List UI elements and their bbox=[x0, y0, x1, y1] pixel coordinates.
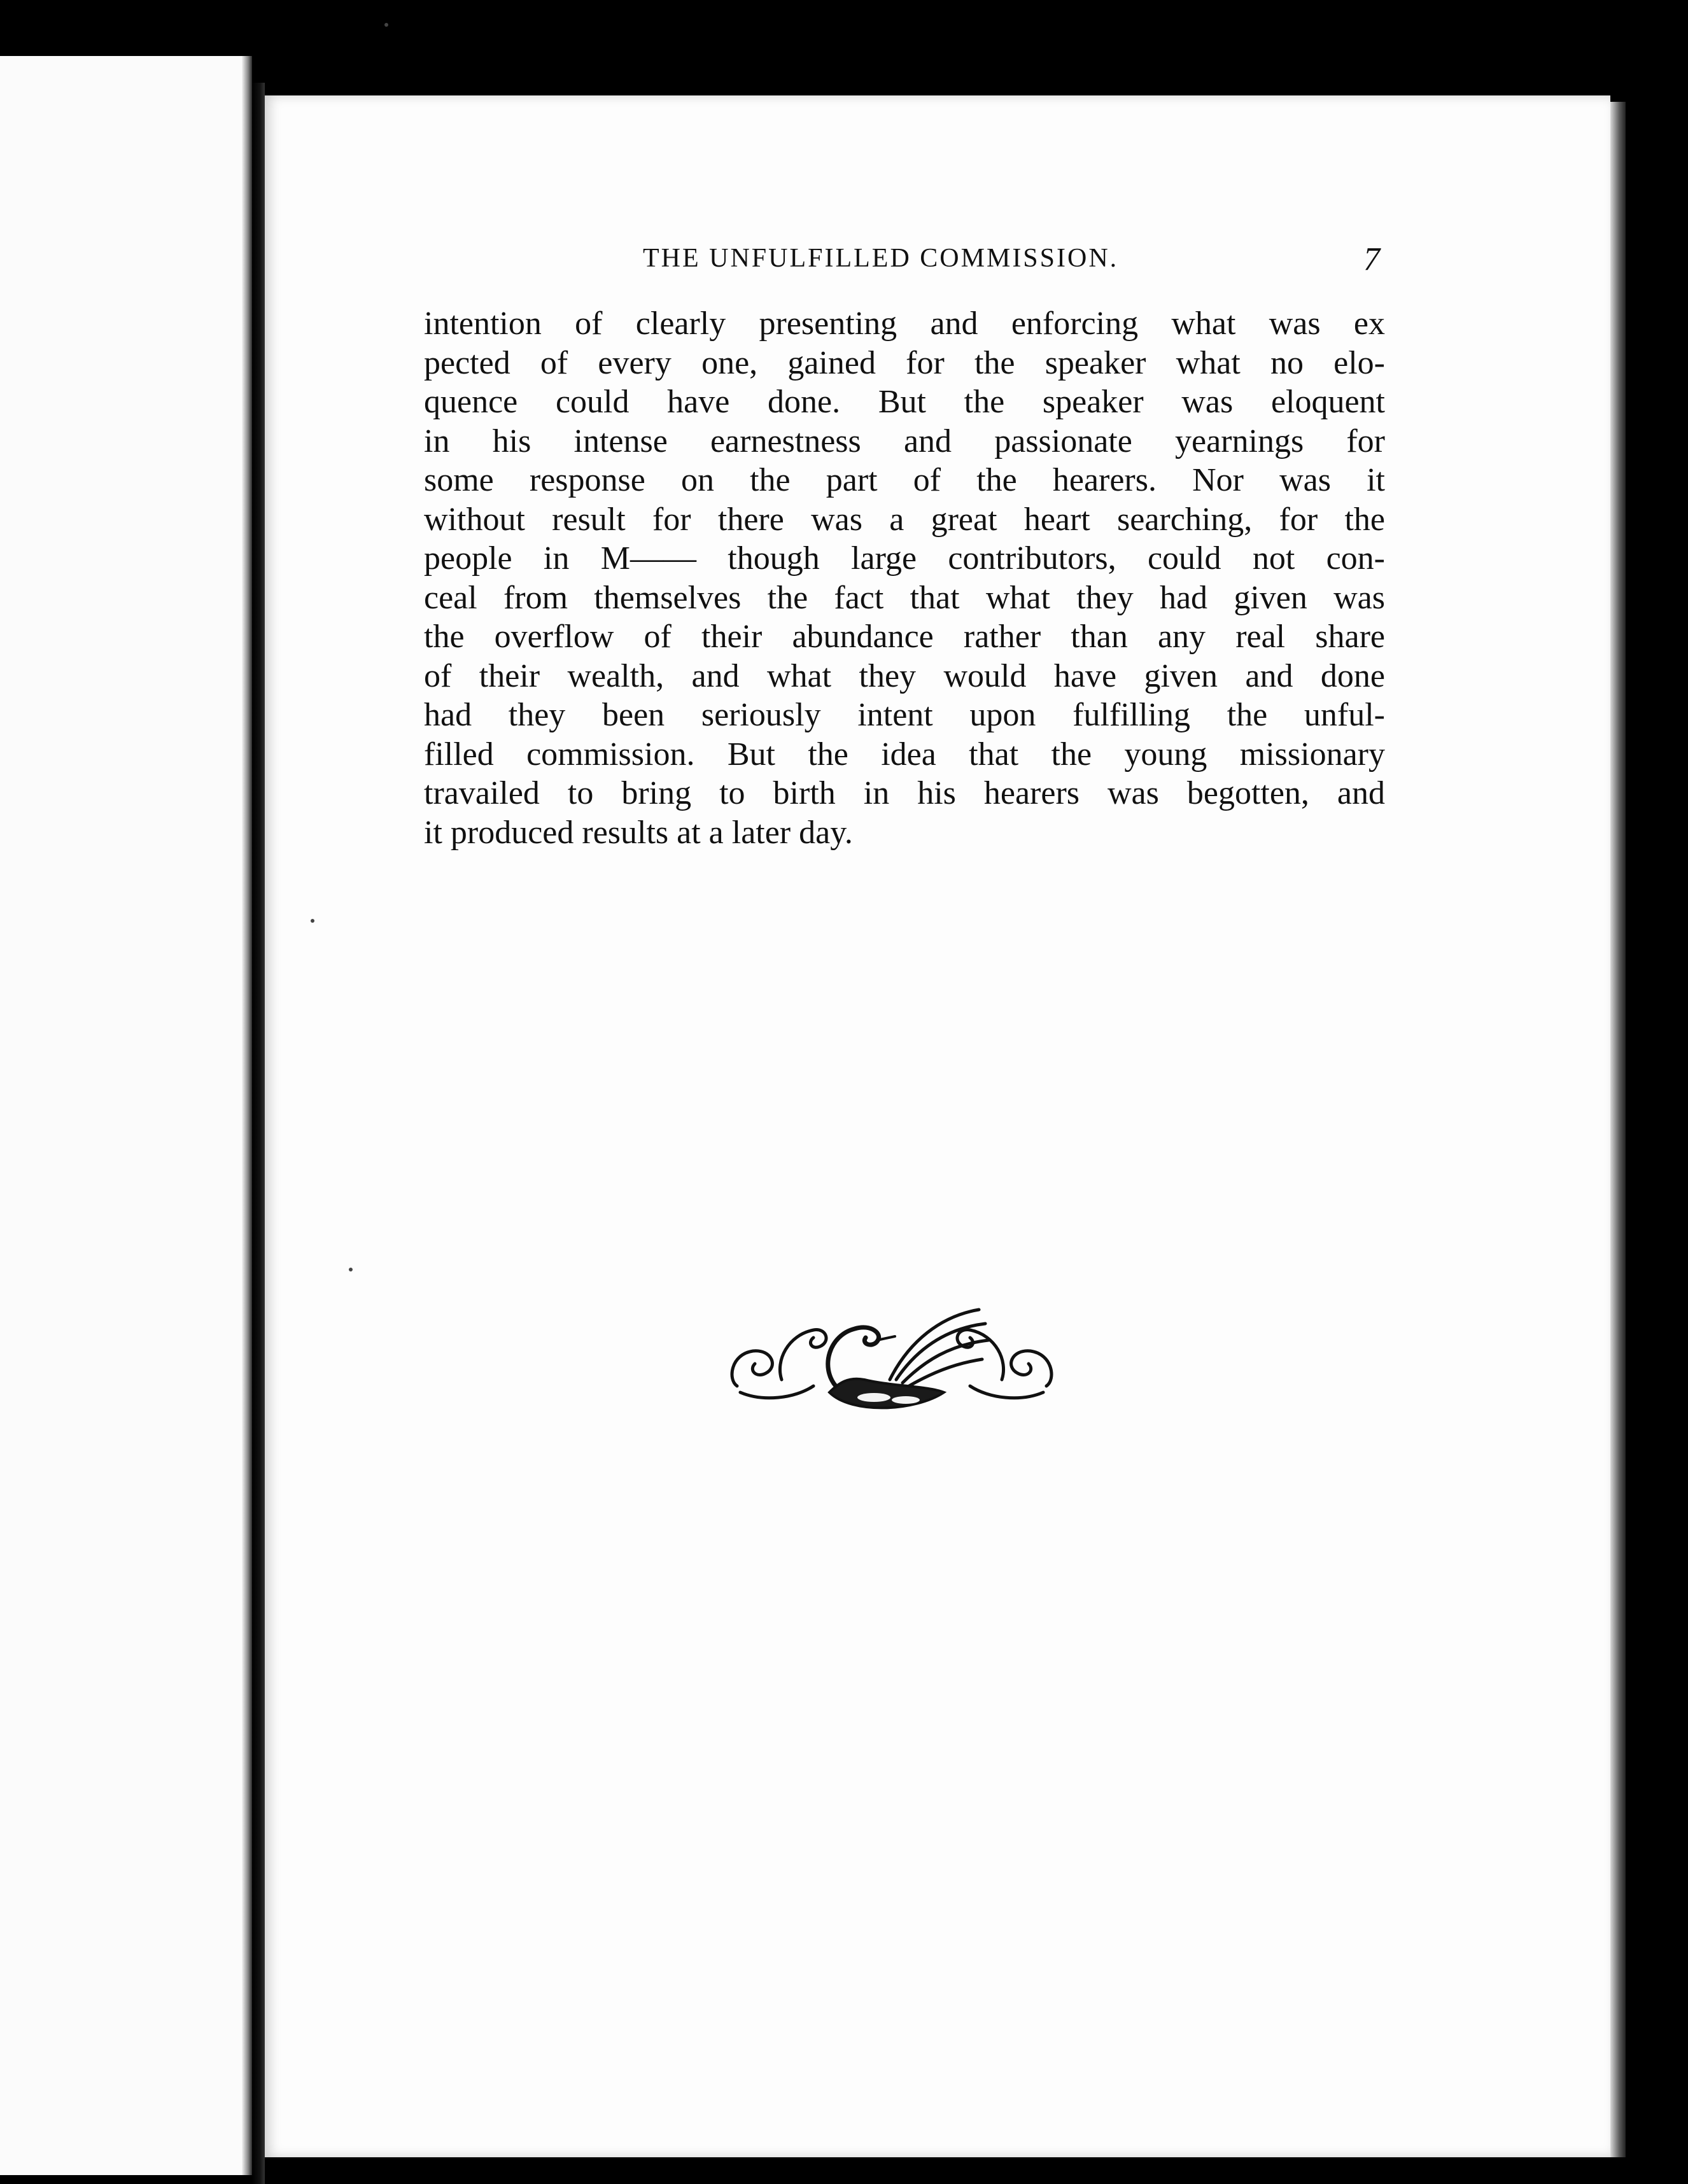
body-line: of their wealth, and what they would have given and done bbox=[424, 657, 1385, 694]
body-line: some response on the part of the hearers. Nor was it bbox=[424, 462, 1385, 498]
body-line: intention of clearly presenting and enforcing what was ex bbox=[424, 305, 1385, 342]
body-line: the overflow of their abundance rather than any real share bbox=[424, 619, 1385, 655]
body-line: ceal from themselves the fact that what they had given was bbox=[424, 579, 1385, 616]
body-line: in his intense earnestness and passionate yearnings for bbox=[424, 423, 1385, 459]
book-gutter bbox=[252, 83, 265, 2184]
body-line: people in M—— though large contributors, could not con- bbox=[424, 540, 1385, 577]
page-number: 7 bbox=[1363, 241, 1380, 277]
left-page-spine-shadow bbox=[242, 56, 252, 2175]
body-paragraph bbox=[424, 304, 1385, 852]
body-line: had they been seriously intent upon fulfilling the unful- bbox=[424, 697, 1385, 733]
running-head: THE UNFULFILLED COMMISSION. bbox=[643, 244, 1119, 273]
right-page-edge bbox=[1610, 102, 1626, 2157]
scan-speck bbox=[384, 23, 388, 27]
body-line: pected of every one, gained for the speaker what no elo- bbox=[424, 344, 1385, 381]
body-line: quence could have done. But the speaker was eloquent bbox=[424, 384, 1385, 420]
scan-speck bbox=[349, 1268, 353, 1271]
swan-ornament-icon bbox=[724, 1291, 1059, 1415]
scan-speck bbox=[311, 919, 314, 923]
body-line: without result for there was a great heart searching, for the bbox=[424, 501, 1385, 538]
body-line: it produced results at a later day. bbox=[424, 814, 853, 851]
body-line: filled commission. But the idea that the young missionary bbox=[424, 736, 1385, 773]
body-line: travailed to bring to birth in his hearers was begotten, and bbox=[424, 775, 1385, 811]
left-facing-page bbox=[0, 56, 252, 2175]
